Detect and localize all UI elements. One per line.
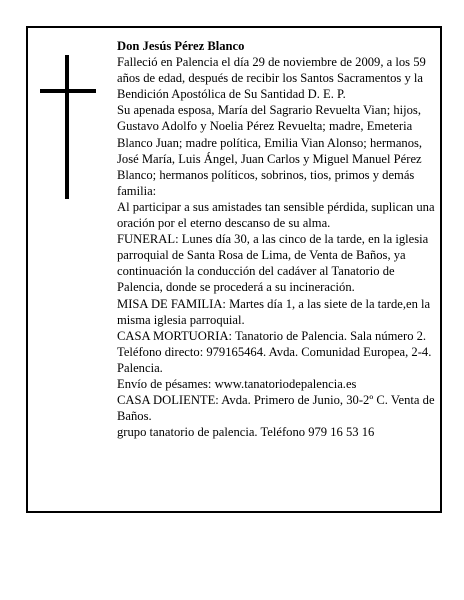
cross-horizontal-bar (40, 89, 96, 93)
cross-vertical-bar (65, 55, 69, 199)
cross-icon (40, 55, 96, 199)
death-announcement: Falleció en Palencia el día 29 de noviembre de 2009, a los 59 años de edad, después de recibir los Santos Sacramentos y la Bendición Apostólica de Su Santidad D. E. P. (117, 55, 426, 102)
family-list: Su apenada esposa, María del Sagrario Revuelta Vian; hijos, Gustavo Adolfo y Noelia Pérez Revuelta; madre, Emeteria Blanco Juan; madre política, Emilia Vian Alonso; hermanos, José María, Luis Ángel, Juan Carlos y Miguel Manuel Pérez Blanco; hermanos políticos, sobrinos, tios, primos y demás familia: (117, 103, 423, 198)
obituary-notice (26, 26, 442, 513)
mortuary-info: CASA MORTUORIA: Tanatorio de Palencia. Sala número 2. Teléfono directo: 979165464. Avda. Comunidad Europea, 2-4. Palencia. (117, 328, 432, 375)
family-mass-info: MISA DE FAMILIA: Martes día 1, a las siete de la tarde,en la misma iglesia parroquial. (117, 296, 431, 327)
condolences-info: Envío de pésames: www.tanatoriodepalencia.es (117, 376, 357, 391)
mourning-home-info: CASA DOLIENTE: Avda. Primero de Junio, 30-2º C. Venta de Baños. (117, 393, 435, 424)
prayer-request: Al participar a sus amistades tan sensible pérdida, suplican una oración por el eterno descanso de su alma. (117, 199, 435, 231)
funeral-info: FUNERAL: Lunes día 30, a las cinco de la tarde, en la iglesia parroquial de Santa Rosa de Lima, de Venta de Baños, ya continuación la conducción del cadáver al Tanatorio de Palencia, donde se procederá a su incineración. (117, 232, 429, 295)
deceased-name: Don Jesús Pérez Blanco (117, 39, 245, 53)
funeral-home-contact: grupo tanatorio de palencia. Teléfono 979 16 53 16 (117, 425, 375, 440)
notice-text (117, 38, 435, 440)
